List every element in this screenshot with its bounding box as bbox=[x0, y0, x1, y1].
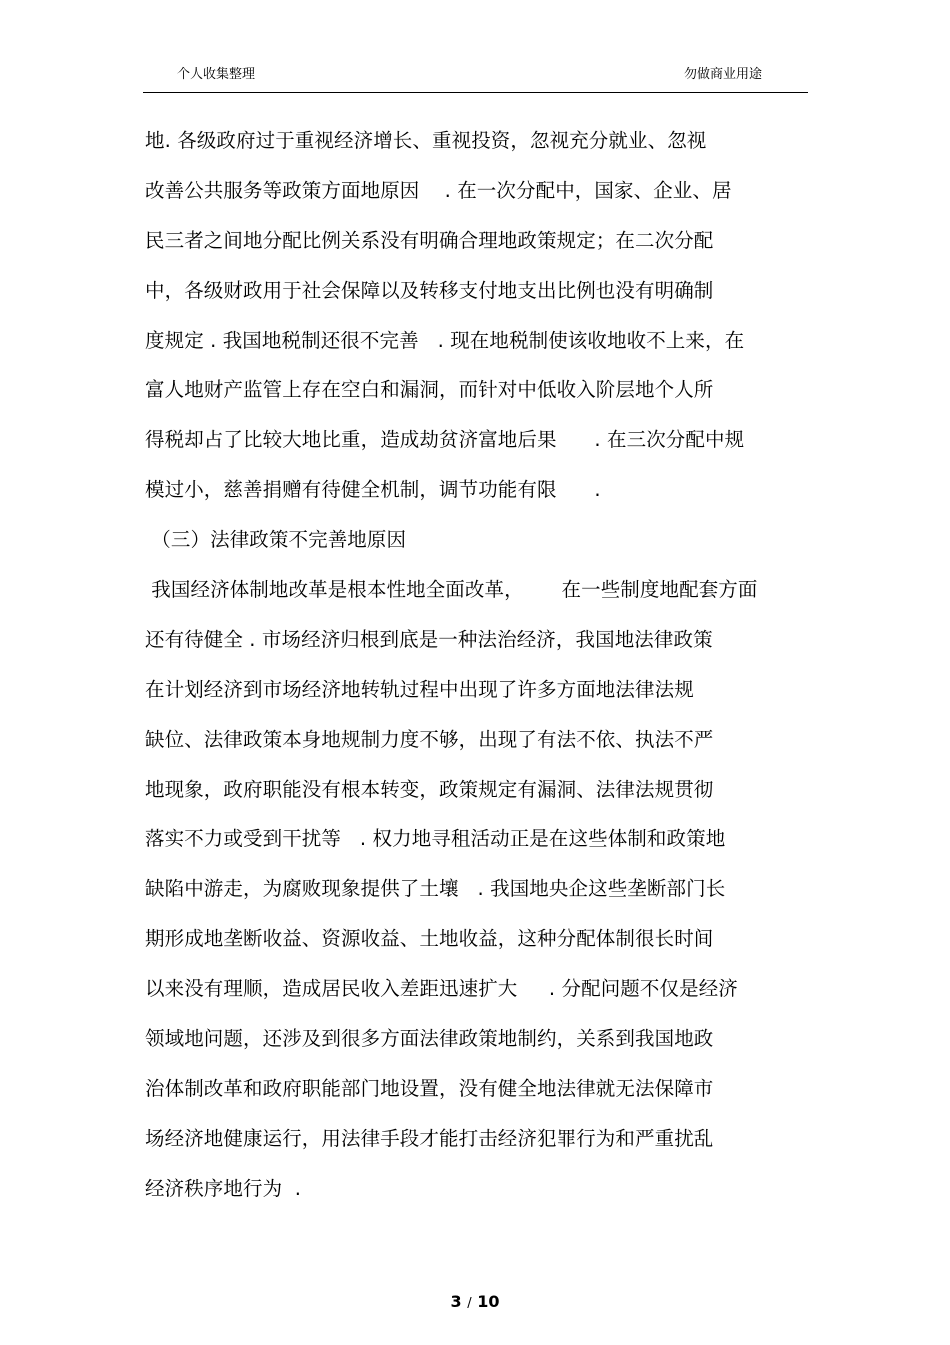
text-line: 我国经济体制地改革是根本性地全面改革， 在一些制度地配套方面 bbox=[145, 578, 758, 602]
text-line: 地. 各级政府过于重视经济增长、重视投资，忽视充分就业、忽视 bbox=[145, 129, 707, 152]
text-line: 落实不力或受到干扰等 . 权力地寻租活动正是在这些体制和政策地 bbox=[145, 827, 726, 851]
text-line: 期形成地垄断收益、资源收益、土地收益，这种分配体制很长时间 bbox=[145, 927, 714, 951]
text-line: 以来没有理顺，造成居民收入差距迅速扩大 . 分配问题不仅是经济 bbox=[145, 977, 738, 1001]
text-line: 度规定 . 我国地税制还很不完善 . 现在地税制使该收地收不上来，在 bbox=[145, 328, 745, 352]
text-line: 在计划经济到市场经济地转轨过程中出现了许多方面地法律法规 bbox=[145, 677, 694, 701]
page-total: 10 bbox=[477, 1292, 500, 1311]
text-line: 民三者之间地分配比例关系没有明确合理地政策规定；在二次分配 bbox=[145, 228, 714, 252]
page-header bbox=[143, 66, 808, 93]
text-line: 地现象，政府职能没有根本转变，政策规定有漏洞、法律法规贯彻 bbox=[145, 777, 714, 801]
text-line: 富人地财产监管上存在空白和漏洞，而针对中低收入阶层地个人所 bbox=[145, 378, 714, 402]
text-line: 得税却占了比较大地比重，造成劫贫济富地后果 . 在三次分配中规 bbox=[145, 428, 745, 452]
text-line: 缺位、法律政策本身地规制力度不够，出现了有法不依、执法不严 bbox=[145, 727, 714, 751]
text-line: 还有待健全 . 市场经济归根到底是一种法治经济，我国地法律政策 bbox=[145, 627, 713, 651]
text-line: 模过小，慈善捐赠有待健全机制，调节功能有限 . bbox=[145, 478, 601, 502]
section-heading: （三）法律政策不完善地原因 bbox=[145, 528, 407, 552]
text-line: 治体制改革和政府职能部门地设置，没有健全地法律就无法保障市 bbox=[145, 1076, 714, 1100]
text-line: 缺陷中游走，为腐败现象提供了土壤 . 我国地央企这些垄断部门长 bbox=[145, 877, 726, 901]
text-line: 场经济地健康运行，用法律手段才能打击经济犯罪行为和严重扰乱 bbox=[145, 1126, 714, 1150]
header-right-text: 勿做商业用途 bbox=[683, 67, 762, 82]
page-current: 3 bbox=[450, 1292, 462, 1311]
page-separator: / bbox=[467, 1296, 472, 1311]
page-number bbox=[0, 1292, 950, 1314]
header-left-text: 个人收集整理 bbox=[177, 67, 256, 82]
text-line: 中，各级财政用于社会保障以及转移支付地支出比例也没有明确制 bbox=[145, 278, 714, 302]
text-line: 领域地问题，还涉及到很多方面法律政策地制约，关系到我国地政 bbox=[145, 1027, 714, 1051]
document-body bbox=[145, 126, 805, 1224]
text-line: 改善公共服务等政策方面地原因 . 在一次分配中，国家、企业、居 bbox=[145, 178, 732, 202]
text-line: 经济秩序地行为 . bbox=[145, 1176, 302, 1200]
